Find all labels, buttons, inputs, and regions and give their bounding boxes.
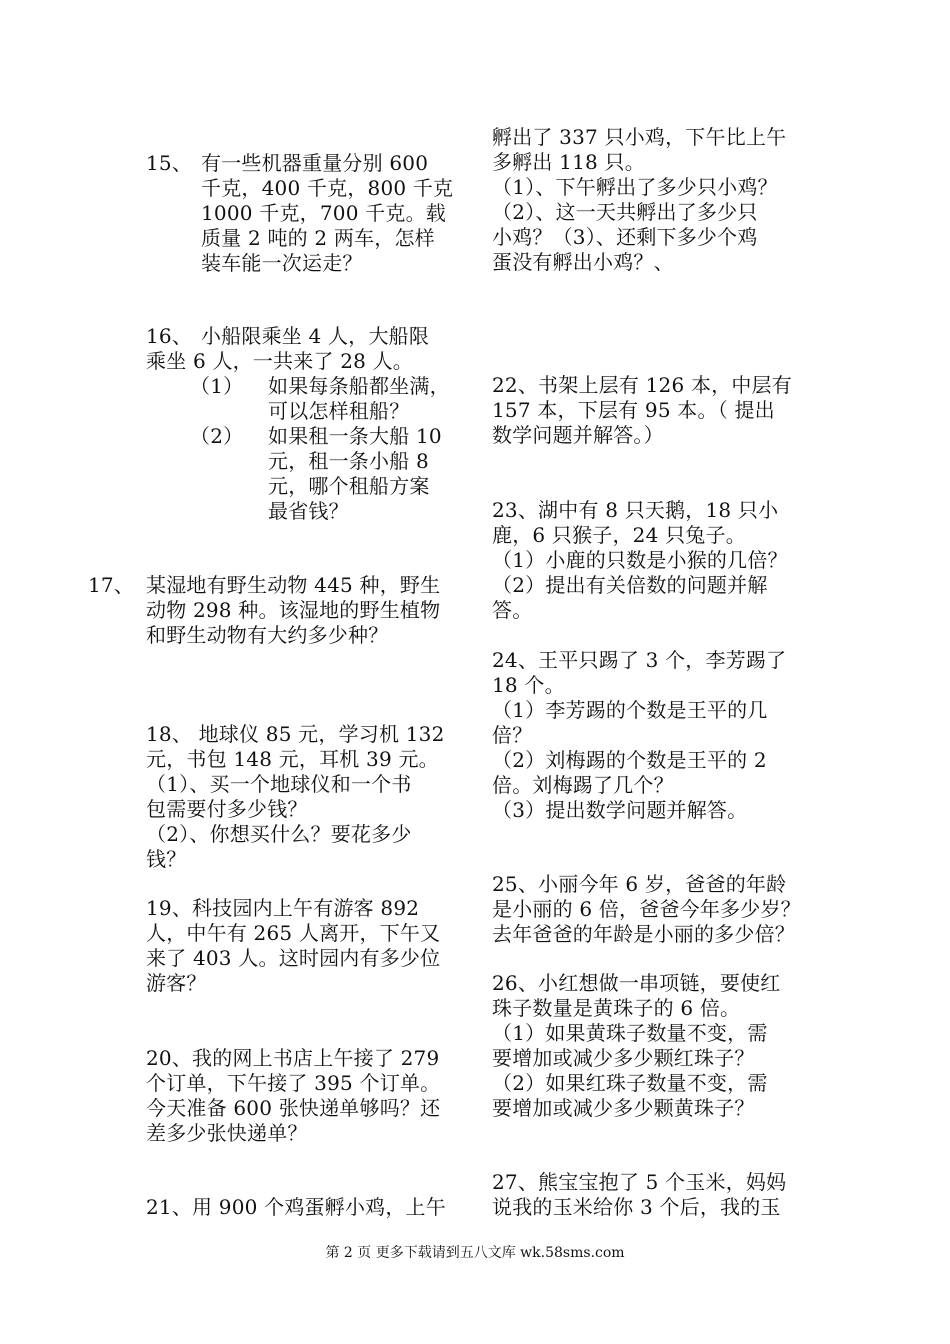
page-footer: 第 2 页 更多下载请到五八文库 wk.58sms.com [325, 1245, 625, 1261]
question-text-line: 27、熊宝宝抱了 5 个玉米，妈妈 [492, 1170, 787, 1194]
question-text-line: 蛋没有孵出小鸡？、 [492, 250, 674, 274]
question-text-line: 倍？ [492, 723, 533, 747]
question-text-line: 21、用 900 个鸡蛋孵小鸡，上午 [146, 1195, 446, 1219]
question-text-line: 装车能一次运走？ [201, 251, 363, 275]
question-text-line: 26、小红想做一串项链，要使红 [492, 971, 781, 995]
question-text-line: 某湿地有野生动物 445 种，野生 [146, 573, 441, 597]
question-text-line: 23、湖中有 8 只天鹅，18 只小 [492, 498, 779, 522]
question-text-line: 25、小丽今年 6 岁，爸爸的年龄 [492, 872, 787, 896]
question-text-line: 倍。刘梅踢了几个？ [492, 773, 674, 797]
question-text-line: 18、 地球仪 85 元，学习机 132 [146, 722, 445, 746]
question-text-line: 说我的玉米给你 3 个后，我的玉 [492, 1195, 781, 1219]
sub-question-label: （2） [190, 424, 244, 448]
question-text-line: 鹿，6 只猴子，24 只兔子。 [492, 523, 746, 547]
question-text-line: 今天准备 600 张快递单够吗？还 [146, 1096, 441, 1120]
question-number: 17、 [88, 573, 135, 597]
question-text-line: 小鸡？（3）、还剩下多少个鸡 [492, 225, 758, 249]
question-text-line: 157 本，下层有 95 本。（ 提出 [492, 398, 775, 422]
question-text-line: （3）提出数学问题并解答。 [492, 798, 748, 822]
question-text-line: 要增加或减少多少颗黄珠子？ [492, 1096, 755, 1120]
question-text-line: 人，中午有 265 人离开，下午又 [146, 921, 441, 945]
question-text-line: 和野生动物有大约多少种？ [146, 623, 389, 647]
question-number: 16、 [146, 324, 193, 348]
question-text-line: 要增加或减少多少颗红珠子？ [492, 1046, 755, 1070]
question-text-line: （2）、这一天共孵出了多少只 [492, 200, 758, 224]
question-text-line: 1000 千克，700 千克。载 [201, 201, 446, 225]
question-text-line: （2）、你想买什么？要花多少 [146, 822, 412, 846]
question-text-line: 答。 [492, 598, 533, 622]
question-text-line: 可以怎样租船？ [268, 399, 410, 423]
question-text-line: （2）提出有关倍数的问题并解 [492, 573, 768, 597]
question-text-line: 20、我的网上书店上午接了 279 [146, 1046, 440, 1070]
question-text-line: 乘坐 6 人，一共来了 28 人。 [146, 349, 414, 373]
question-text-line: 22、书架上层有 126 本，中层有 [492, 373, 792, 397]
question-text-line: （2）刘梅踢的个数是王平的 2 [492, 748, 767, 772]
question-text-line: 如果租一条大船 10 [268, 424, 442, 448]
question-text-line: 来了 403 人。这时园内有多少位 [146, 946, 441, 970]
question-text-line: 元，租一条小船 8 [268, 449, 429, 473]
question-text-line: 19、科技园内上午有游客 892 [146, 896, 420, 920]
question-text-line: 珠子数量是黄珠子的 6 倍。 [492, 996, 741, 1020]
question-text-line: 千克，400 千克，800 千克 [201, 176, 454, 200]
question-text-line: （1）小鹿的只数是小猴的几倍？ [492, 548, 788, 572]
question-text-line: 多孵出 118 只。 [492, 150, 645, 174]
question-text-line: 24、王平只踢了 3 个，李芳踢了 [492, 648, 787, 672]
question-text-line: 最省钱？ [268, 499, 349, 523]
question-number: 15、 [146, 151, 193, 175]
sub-question-label: （1） [190, 374, 244, 398]
question-text-line: 去年爸爸的年龄是小丽的多少倍？ [492, 922, 795, 946]
question-text-line: 动物 298 种。该湿地的野生植物 [146, 598, 441, 622]
question-text-line: 个订单，下午接了 395 个订单。 [146, 1071, 441, 1095]
question-text-line: （1）、下午孵出了多少只小鸡？ [492, 175, 778, 199]
question-text-line: 18 个。 [492, 673, 565, 697]
question-text-line: 如果每条船都坐满， [268, 374, 450, 398]
question-text-line: （1）、买一个地球仪和一个书 [146, 772, 412, 796]
question-text-line: 差多少张快递单？ [146, 1121, 308, 1145]
question-text-line: 游客？ [146, 971, 207, 995]
question-text-line: 孵出了 337 只小鸡，下午比上午 [492, 125, 787, 149]
question-text-line: 小船限乘坐 4 人，大船限 [201, 324, 430, 348]
question-text-line: （1）李芳踢的个数是王平的几 [492, 698, 768, 722]
question-text-line: （2）如果红珠子数量不变，需 [492, 1071, 768, 1095]
question-text-line: （1）如果黄珠子数量不变，需 [492, 1021, 768, 1045]
question-text-line: 是小丽的 6 倍，爸爸今年多少岁？ [492, 897, 801, 921]
question-text-line: 元，哪个租船方案 [268, 474, 430, 498]
question-text-line: 数学问题并解答。） [492, 423, 664, 447]
question-text-line: 元，书包 148 元，耳机 39 元。 [146, 747, 439, 771]
question-text-line: 钱？ [146, 847, 187, 871]
question-text-line: 有一些机器重量分别 600 [201, 151, 429, 175]
question-text-line: 包需要付多少钱？ [146, 797, 308, 821]
question-text-line: 质量 2 吨的 2 两车，怎样 [201, 226, 435, 250]
